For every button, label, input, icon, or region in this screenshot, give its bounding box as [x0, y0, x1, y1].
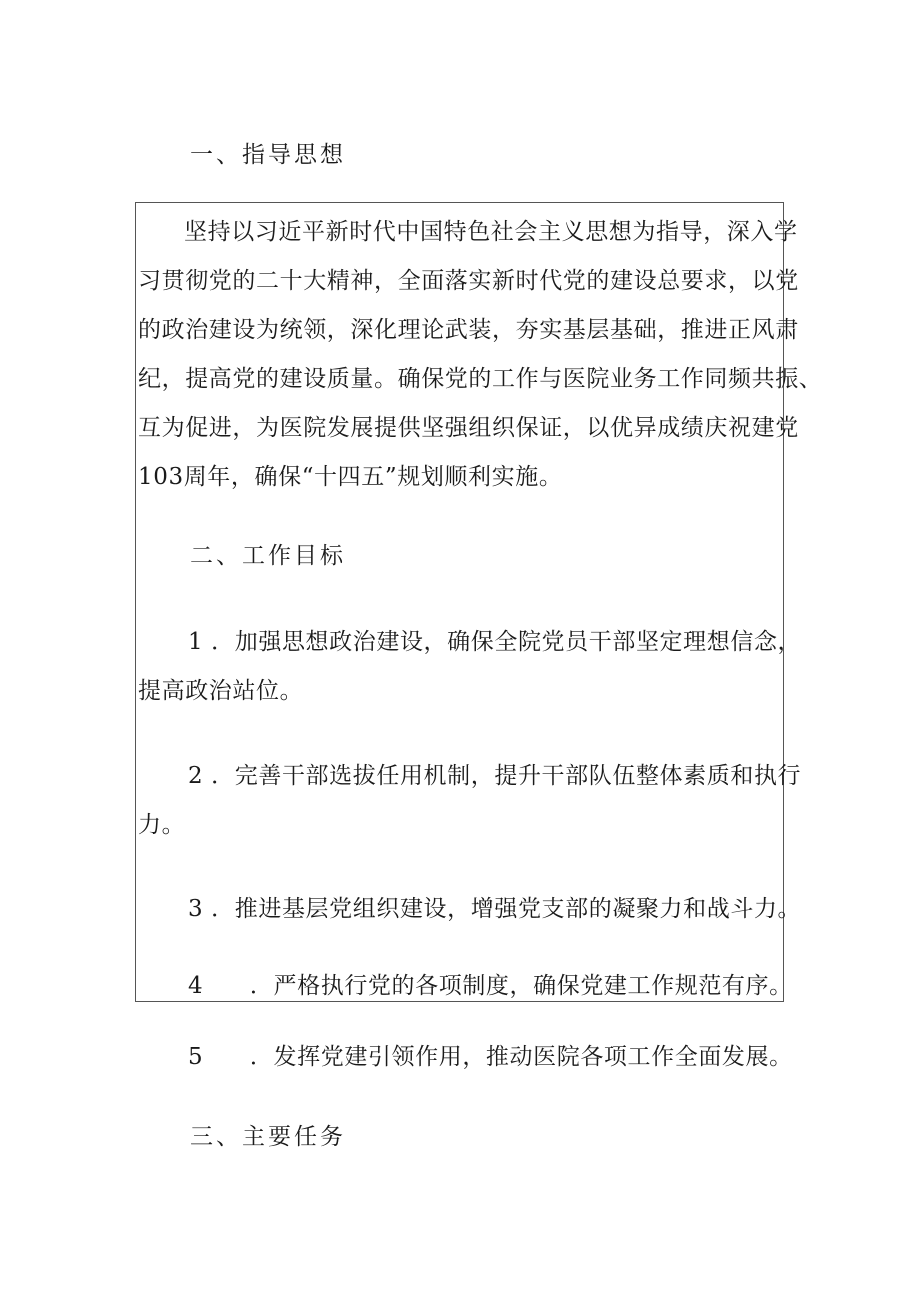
- goal-number: 5: [188, 1044, 204, 1070]
- goal-number: 4: [188, 973, 204, 999]
- paragraph-line: 习贯彻党的二十大精神，全面落实新时代党的建设总要求，以党: [138, 268, 799, 294]
- goal-continuation: 提高政治站位。: [138, 678, 304, 704]
- section-heading-guiding-ideology: 一、指导思想: [190, 142, 346, 168]
- goal-text: ．推进基层党组织建设，增强党支部的凝聚力和战斗力。: [211, 896, 802, 922]
- goal-item: [188, 627, 801, 657]
- section-heading-main-tasks: 三、主要任务: [190, 1124, 346, 1150]
- goal-number: 1: [188, 629, 204, 655]
- paragraph-line: 纪，提高党的建设质量。确保党的工作与医院业务工作同频共振、: [138, 366, 823, 392]
- goal-text: ．严格执行党的各项制度，确保党建工作规范有序。: [249, 973, 793, 999]
- goal-text: ．加强思想政治建设，确保全院党员干部坚定理想信念，: [211, 629, 802, 655]
- section-heading-work-goals: 二、工作目标: [190, 543, 346, 569]
- goal-item: [188, 1042, 793, 1072]
- goal-item: [188, 971, 793, 1001]
- goal-number: 2: [188, 763, 204, 789]
- paragraph-line: 坚持以习近平新时代中国特色社会主义思想为指导，深入学: [184, 219, 798, 245]
- paragraph-line: 103周年，确保“十四五”规划顺利实施。: [138, 464, 563, 490]
- goal-number: 3: [188, 896, 204, 922]
- paragraph-line: 的政治建设为统领，深化理论武装，夯实基层基础，推进正风肃: [138, 317, 799, 343]
- goal-continuation: 力。: [138, 812, 186, 838]
- goal-item: [188, 761, 801, 791]
- goal-item: [188, 894, 801, 924]
- paragraph-line: 互为促进，为医院发展提供坚强组织保证，以优异成绩庆祝建党: [138, 415, 799, 441]
- goal-text: ．发挥党建引领作用，推动医院各项工作全面发展。: [249, 1044, 793, 1070]
- goal-text: ．完善干部选拔任用机制，提升干部队伍整体素质和执行: [211, 763, 802, 789]
